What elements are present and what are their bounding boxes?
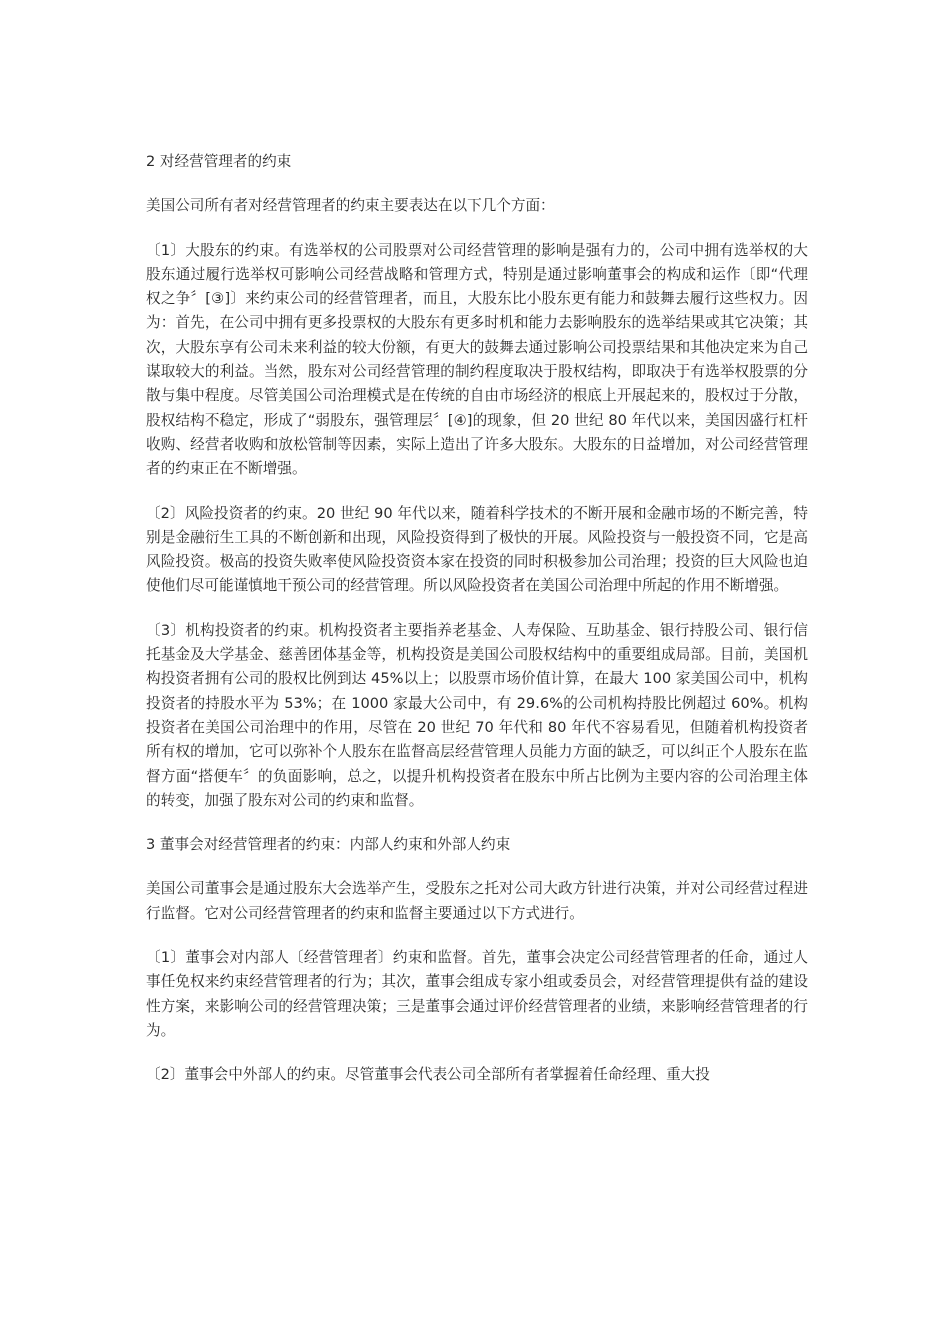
paragraph-board-outsiders: 〔2〕董事会中外部人的约束。尽管董事会代表公司全部所有者掌握着任命经理、重大投 bbox=[146, 1066, 710, 1084]
document-body bbox=[146, 150, 808, 1108]
section-heading-2: 2 对经营管理者的约束 bbox=[146, 153, 292, 170]
section-heading-3: 3 董事会对经营管理者的约束：内部人约束和外部人约束 bbox=[146, 836, 511, 854]
paragraph-institutional-investors: 〔3〕机构投资者的约束。机构投资者主要指养老基金、人寿保险、互助基金、银行持股公司、银行信托基金及大学基金、慈善团体基金等，机构投资是美国公司股权结构中的重要组成局部。目前，美国机构投资者拥有公司的股权比例到达 45%以上；以股票市场价值计算，在最大 100 家美国公司中，机构投资者的持股水平为 53%；在 1000 家最大公司中，有 29.6%的公司机构持股比例超过 60%。机构投资者在美国公司治理中的作用，尽管在 20 世纪 70 年代和 80 年代不容易看见，但随着机构投资者所有权的增加，它可以弥补个人股东在监督高层经营管理人员能力方面的缺乏，可以纠正个人股东在监督方面“搭便车〞的负面影响，总之，以提升机构投资者在股东中所占比例为主要内容的公司治理主体的转变，加强了股东对公司的约束和监督。 bbox=[146, 621, 808, 809]
intro-paragraph: 美国公司所有者对经营管理者的约束主要表达在以下几个方面： bbox=[146, 197, 555, 215]
paragraph-board-insiders: 〔1〕董事会对内部人〔经营管理者〕约束和监督。首先，董事会决定公司经营管理者的任命，通过人事任免权来约束经营管理者的行为；其次，董事会组成专家小组或委员会，对经营管理提供有益的建设性方案，来影响公司的经营管理决策；三是董事会通过评价经营管理者的业绩，来影响经营管理者的行为。 bbox=[146, 949, 808, 1039]
paragraph-major-shareholders: 〔1〕大股东的约束。有选举权的公司股票对公司经营管理的影响是强有力的，公司中拥有选举权的大股东通过履行选举权可影响公司经营战略和管理方式，特别是通过影响董事会的构成和运作〔即“代理权之争〞[③]〕来约束公司的经营管理者，而且，大股东比小股东更有能力和鼓舞去履行这些权力。因为：首先，在公司中拥有更多投票权的大股东有更多时机和能力去影响股东的选举结果或其它决策；其次，大股东享有公司未来利益的较大份额，有更大的鼓舞去通过影响公司投票结果和其他决定来为自己谋取较大的利益。当然，股东对公司经营管理的制约程度取决于股权结构，即取决于有选举权股票的分散与集中程度。尽管美国公司治理模式是在传统的自由市场经济的根底上开展起来的，股权过于分散，股权结构不稳定，形成了“弱股东，强管理层〞[④]的现象，但 20 世纪 80 年代以来，美国因盛行杠杆收购、经营者收购和放松管制等因素，实际上造出了许多大股东。大股东的日益增加，对公司经营管理者的约束正在不断增强。 bbox=[146, 241, 808, 478]
board-intro-paragraph: 美国公司董事会是通过股东大会选举产生，受股东之托对公司大政方针进行决策，并对公司经营过程进行监督。它对公司经营管理者的约束和监督主要通过以下方式进行。 bbox=[146, 880, 808, 922]
paragraph-venture-investors: 〔2〕风险投资者的约束。20 世纪 90 年代以来，随着科学技术的不断开展和金融市场的不断完善，特别是金融衍生工具的不断创新和出现，风险投资得到了极快的开展。风险投资与一般投资不同，它是高风险投资。极高的投资失败率使风险投资资本家在投资的同时积极参加公司治理；投资的巨大风险也迫使他们尽可能谨慎地干预公司的经营管理。所以风险投资者在美国公司治理中所起的作用不断增强。 bbox=[146, 504, 808, 595]
